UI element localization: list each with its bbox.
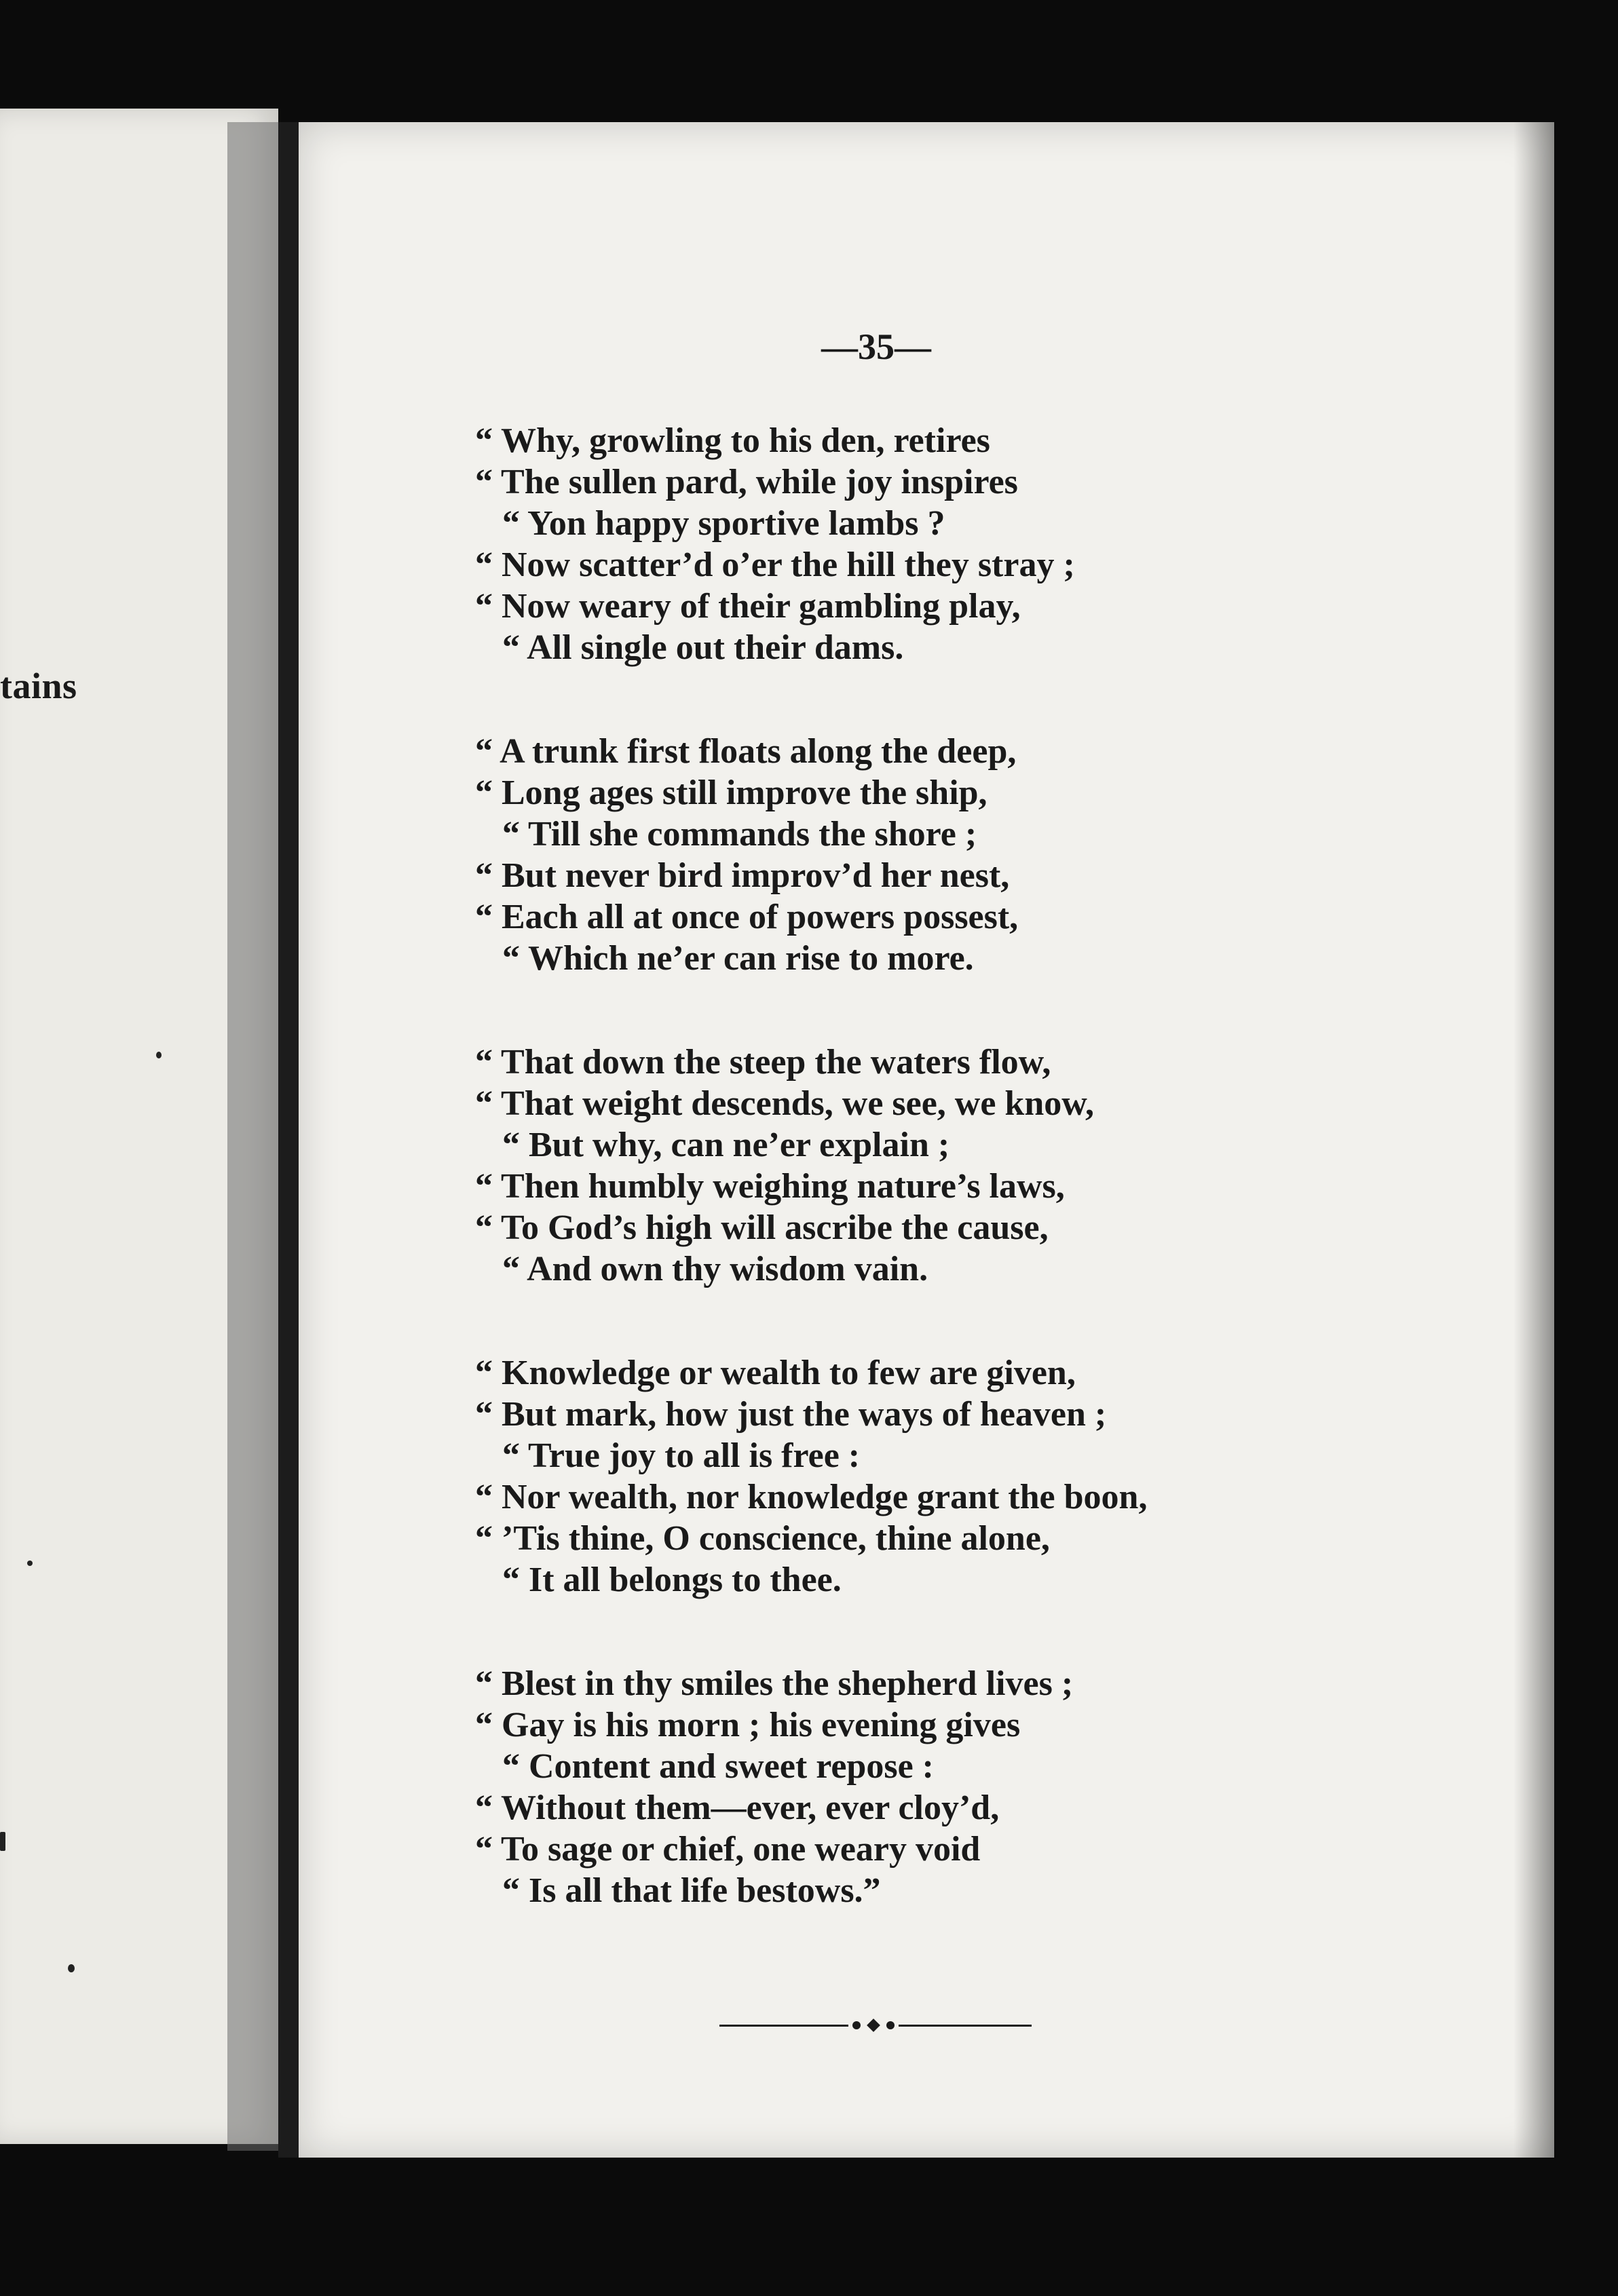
poem-body (475, 421, 1493, 1974)
ornament-dot (886, 2021, 895, 2029)
poem-line: “ Long ages still improve the ship, (475, 773, 987, 812)
poem-stanza (475, 421, 1493, 669)
book-gutter (278, 122, 299, 2158)
poem-stanza (475, 1353, 1493, 1601)
poem-line: “ Nor wealth, nor knowledge grant the boon, (475, 1478, 1148, 1516)
poem-line: “ Knowledge or wealth to few are given, (475, 1354, 1076, 1392)
ornament-rule-left (719, 2025, 848, 2027)
poem-line: “ To God’s high will ascribe the cause, (475, 1208, 1049, 1247)
poem-line: “ Which ne’er can rise to more. (502, 939, 974, 978)
poem-line: “ That weight descends, we see, we know, (475, 1084, 1094, 1123)
poem-line: “ Each all at once of powers possest, (475, 898, 1019, 936)
poem-line: “ Why, growling to his den, retires (475, 421, 990, 460)
poem-line: “ Now weary of their gambling play, (475, 587, 1021, 626)
poem-line: “ And own thy wisdom vain. (502, 1250, 928, 1288)
ornament-dot (852, 2021, 861, 2029)
poem-stanza (475, 1664, 1493, 1912)
poem-line: “ That down the steep the waters flow, (475, 1043, 1051, 1082)
poem-stanza (475, 1042, 1493, 1290)
poem-line: “ Is all that life bestows.” (502, 1871, 881, 1910)
poem-line: “ A trunk first floats along the deep, (475, 732, 1017, 771)
poem-line: “ Without them—ever, ever cloy’d, (475, 1788, 1000, 1827)
poem-line: “ True joy to all is free : (502, 1436, 861, 1475)
page-edge-shadow (1513, 122, 1554, 2158)
poem-line: “ But mark, how just the ways of heaven ; (475, 1395, 1107, 1434)
ink-speck (27, 1561, 33, 1566)
poem-line: “ ’Tis thine, O conscience, thine alone, (475, 1519, 1050, 1558)
poem-line: “ Gay is his morn ; his evening gives (475, 1706, 1021, 1744)
ink-speck (156, 1052, 162, 1058)
poem-line: “ Then humbly weighing nature’s laws, (475, 1167, 1065, 1206)
spine-edge (227, 122, 278, 2151)
page-number: —35— (821, 326, 931, 367)
poem-line: “ But why, can ne’er explain ; (502, 1126, 950, 1164)
end-ornament (719, 2018, 1032, 2032)
poem-line: “ To sage or chief, one weary void (475, 1830, 981, 1869)
ornament-diamond (867, 2018, 880, 2032)
poem-line: “ The sullen pard, while joy inspires (475, 463, 1018, 501)
poem-line: “ Content and sweet repose : (502, 1747, 934, 1786)
poem-line: “ Yon happy sportive lambs ? (502, 504, 945, 543)
poem-line: “ But never bird improv’d her nest, (475, 856, 1010, 895)
poem-line: “ Till she commands the shore ; (502, 815, 977, 854)
ink-speck (68, 1964, 75, 1972)
ink-speck (0, 1832, 5, 1851)
poem-stanza (475, 731, 1493, 980)
poem-line: “ All single out their dams. (502, 628, 904, 667)
poem-line: “ Blest in thy smiles the shepherd lives ; (475, 1664, 1074, 1703)
left-page-text-fragment: tains (0, 666, 77, 706)
right-page (299, 122, 1554, 2158)
poem-line: “ It all belongs to thee. (502, 1561, 842, 1599)
ornament-rule-right (899, 2025, 1032, 2027)
poem-line: “ Now scatter’d o’er the hill they stray ; (475, 546, 1075, 584)
